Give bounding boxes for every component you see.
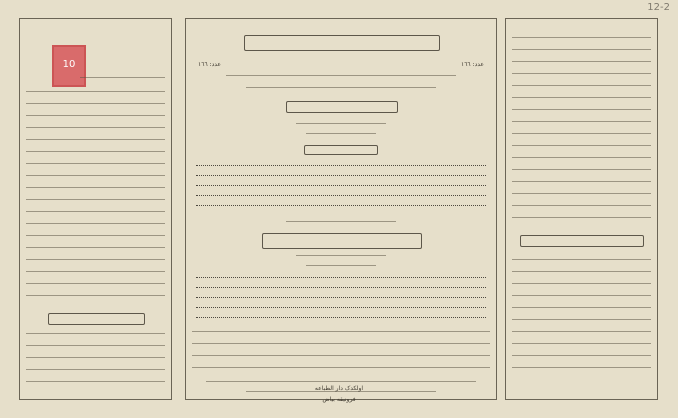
issue-number-left: عدد: ١٦٦: [198, 61, 222, 68]
right-column: [505, 18, 658, 400]
center-column: [185, 18, 497, 400]
footer-line-2: فرونیقه بیاض: [322, 396, 356, 403]
stamp-value: 10: [62, 59, 76, 70]
cast-heading-box: [304, 145, 378, 155]
second-title-ornament: [262, 233, 422, 249]
footer-line-1: اولکدک دار الطباعه: [314, 385, 364, 392]
left-column: [19, 18, 172, 400]
pencil-page-number: 12-2: [647, 2, 670, 13]
revenue-stamp: [52, 45, 86, 87]
right-ornament: [520, 235, 644, 247]
subtitle-ornament: [286, 101, 398, 113]
issue-number-right: عدد: ١٦٦: [460, 61, 484, 68]
left-ornament: [48, 313, 145, 325]
title-ornament: [244, 35, 440, 51]
